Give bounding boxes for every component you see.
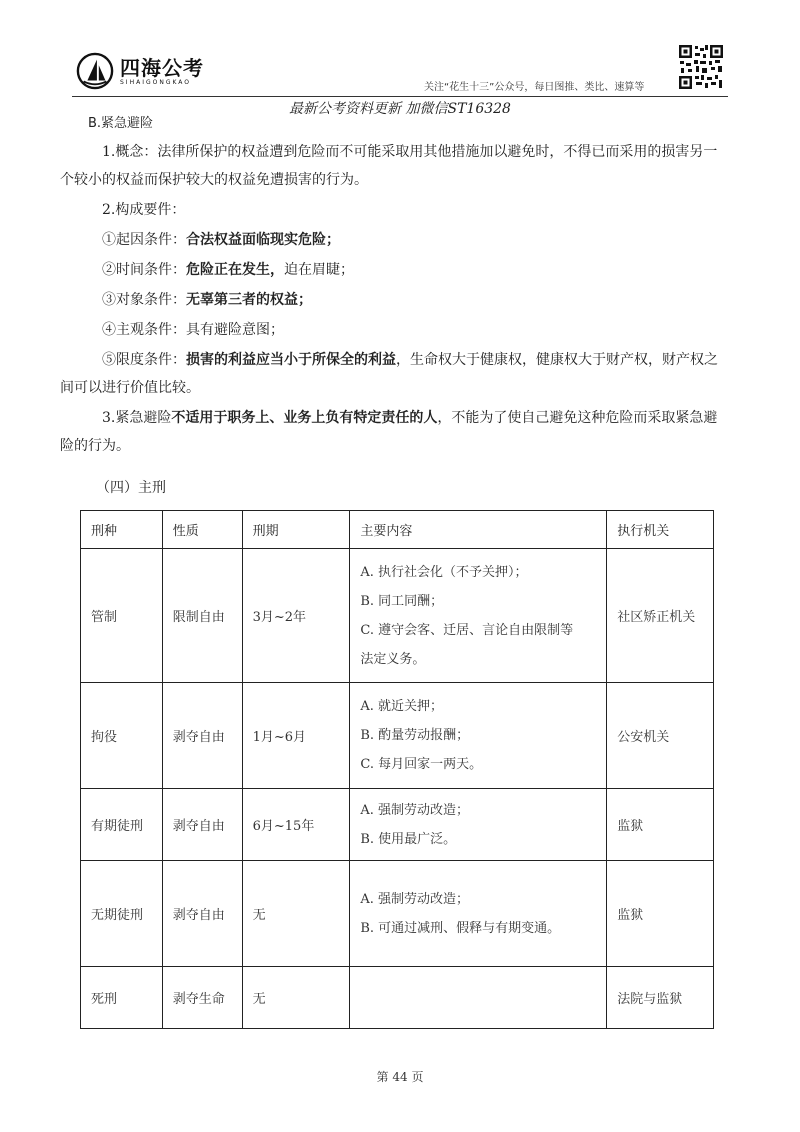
penalty-type: 有期徒刑: [81, 789, 163, 861]
content-line: C. 每月回家一两天。: [360, 757, 483, 772]
element-label: ③对象条件：: [102, 292, 186, 308]
penalty-agency: 社区矫正机关: [607, 549, 714, 683]
element-bold: 无辜第三者的权益；: [186, 292, 312, 308]
content-line: 法定义务。: [360, 651, 426, 667]
rule3-bold: 不适用于职务上、业务上负有特定责任的人: [171, 410, 438, 426]
element-label: ④主观条件：: [102, 322, 186, 338]
table-row: [81, 967, 714, 1029]
element-label: ②时间条件：: [102, 262, 186, 278]
principal-penalty-table: [80, 510, 714, 1029]
element-item: [102, 230, 340, 250]
content-line: B. 酌量劳动报酬；: [360, 728, 470, 743]
content-line: A. 强制劳动改造；: [360, 802, 470, 818]
rule3-rest: ，不能为了使自己避免这种危险而采取紧急避: [437, 410, 718, 426]
page-header: [72, 40, 728, 98]
table-header-row: [81, 511, 714, 549]
penalty-content: [350, 683, 607, 789]
element-rest: ，生命权大于健康权，健康权大于财产权，财产权之: [396, 352, 718, 368]
elements-title: 2.构成要件：: [102, 202, 186, 218]
penalty-term: 3月~2年: [242, 549, 350, 683]
penalty-agency: 监狱: [607, 789, 714, 861]
logo-name: 四海公考: [120, 55, 204, 80]
update-notice: 最新公考资料更新 加微信ST16328: [289, 101, 511, 117]
penalty-term: 6月~15年: [242, 789, 350, 861]
penalty-type: 拘役: [81, 683, 163, 789]
penalty-type: 管制: [81, 549, 163, 683]
concept-paragraph-line-2: 个较小的权益而保护较大的权益免遭损害的行为。: [60, 172, 368, 188]
element-item: [102, 290, 312, 310]
content-line: A. 执行社会化（不予关押）；: [360, 564, 528, 580]
column-header: 刑期: [242, 511, 350, 549]
content-line: A. 强制劳动改造；: [360, 891, 470, 907]
column-header: 主要内容: [350, 511, 607, 549]
penalty-nature: 剥夺自由: [162, 861, 242, 967]
penalty-type: 无期徒刑: [81, 861, 163, 967]
column-header: 执行机关: [607, 511, 714, 549]
table-row: [81, 789, 714, 861]
rule3-line-2: 险的行为。: [60, 438, 130, 454]
penalty-agency: 法院与监狱: [607, 967, 714, 1029]
penalty-nature: 剥夺自由: [162, 683, 242, 789]
qr-code-icon: [678, 44, 724, 90]
rule3-line-1: [102, 408, 717, 428]
table-row: [81, 861, 714, 967]
table-row: [81, 549, 714, 683]
penalty-content: [350, 967, 607, 1029]
element-bold: 损害的利益应当小于所保全的利益: [186, 352, 396, 368]
subsection-title: （四）主刑: [96, 480, 166, 496]
content-line: B. 可通过减刑、假释与有期变通。: [360, 920, 561, 936]
element-rest: 具有避险意图；: [186, 322, 284, 338]
penalty-nature: 剥夺自由: [162, 789, 242, 861]
page-number: 第 44 页: [376, 1070, 424, 1084]
element-bold: 危险正在发生，: [186, 262, 284, 278]
limit-line-2: 间可以进行价值比较。: [60, 380, 200, 396]
penalty-agency: 监狱: [607, 861, 714, 967]
header-slogan: 关注“花生十三”公众号，每日图推、类比、速算等: [424, 82, 645, 93]
header-divider: [72, 96, 728, 97]
element-item: [102, 350, 718, 370]
content-line: B. 同工同酬；: [360, 593, 444, 609]
concept-paragraph-line-1: [102, 142, 717, 162]
concept-text: 法律所保护的权益遭到危险而不可能采取用其他措施加以避免时，不得已而采用的损害另一: [157, 144, 718, 160]
element-rest: 迫在眉睫；: [284, 262, 354, 278]
element-item: [102, 320, 284, 340]
penalty-content: [350, 861, 607, 967]
penalty-content: [350, 789, 607, 861]
section-title: B.紧急避险: [88, 116, 154, 131]
content-line: B. 使用最广泛。: [360, 831, 457, 847]
table-row: [81, 683, 714, 789]
element-label: ⑤限度条件：: [102, 352, 186, 368]
content-line: C. 遵守会客、迁居、言论自由限制等: [360, 622, 574, 638]
element-label: ①起因条件：: [102, 232, 186, 248]
rule3-prefix: 3.紧急避险: [102, 410, 172, 426]
concept-prefix: 1.概念：: [102, 144, 158, 160]
element-bold: 合法权益面临现实危险；: [186, 232, 340, 248]
penalty-term: 1月~6月: [242, 683, 350, 789]
logo-subtitle: SIHAIGONGKAO: [120, 78, 192, 86]
column-header: 性质: [162, 511, 242, 549]
sail-logo-icon: [76, 52, 114, 90]
penalty-term: 无: [242, 861, 350, 967]
penalty-type: 死刑: [81, 967, 163, 1029]
brand-logo: [76, 52, 204, 90]
content-line: A. 就近关押；: [360, 699, 444, 714]
penalty-nature: 限制自由: [162, 549, 242, 683]
element-item: [102, 260, 354, 280]
penalty-nature: 剥夺生命: [162, 967, 242, 1029]
column-header: 刑种: [81, 511, 163, 549]
penalty-agency: 公安机关: [607, 683, 714, 789]
penalty-content: [350, 549, 607, 683]
penalty-term: 无: [242, 967, 350, 1029]
